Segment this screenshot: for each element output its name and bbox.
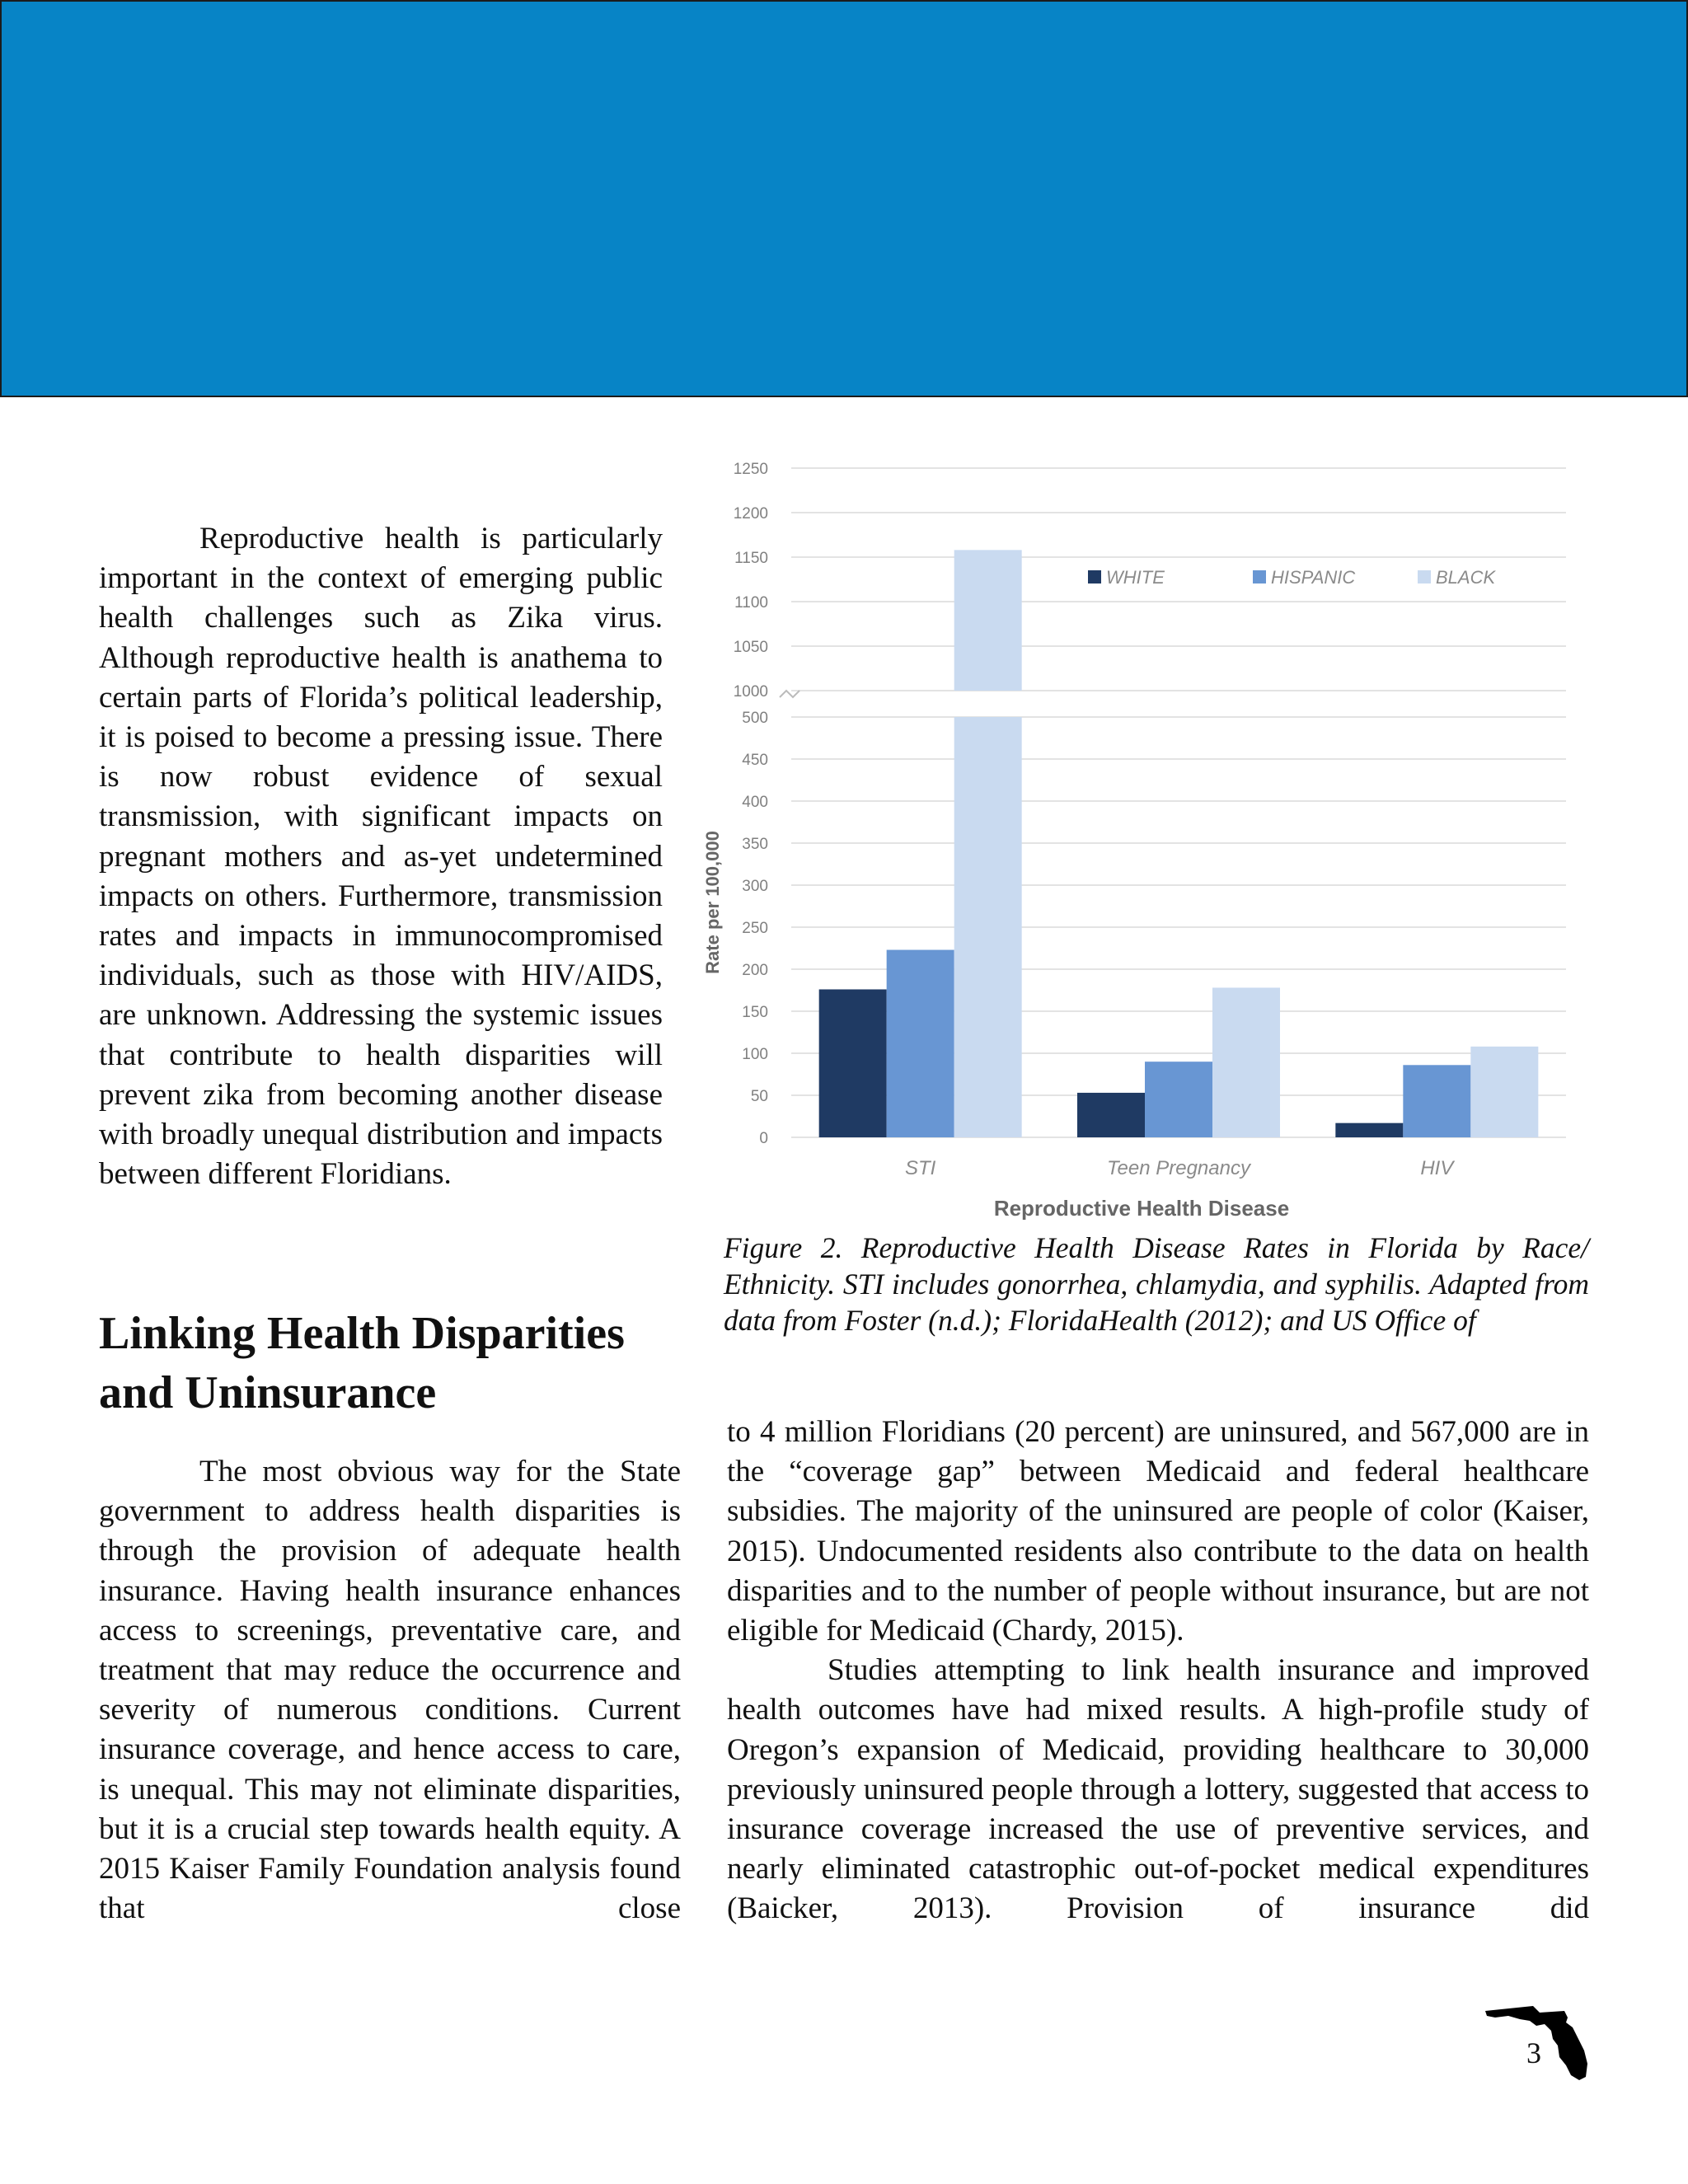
chart-x-axis-label: Reproductive Health Disease — [993, 1196, 1290, 1220]
bar-black — [1212, 987, 1280, 1137]
bar-white — [1335, 1123, 1403, 1137]
legend-swatch — [1253, 570, 1266, 583]
y-tick-label: 250 — [742, 920, 768, 937]
y-tick-label: 500 — [742, 710, 768, 727]
y-tick-label: 300 — [742, 878, 768, 895]
legend-label: WHITE — [1106, 567, 1165, 588]
y-tick-label: 1000 — [733, 683, 768, 701]
y-tick-label: 350 — [742, 836, 768, 853]
x-category-label: STI — [904, 1157, 936, 1179]
bar-black-upper — [954, 550, 1022, 691]
y-tick-label: 200 — [742, 962, 768, 979]
y-tick-label: 100 — [742, 1046, 768, 1063]
chart-y-axis-label: Rate per 100,000 — [702, 831, 723, 974]
section-heading: Linking Health Disparities and Uninsurance — [99, 1308, 625, 1418]
bar-hispanic — [1145, 1062, 1212, 1137]
page-number: 3 — [1526, 2036, 1541, 2069]
y-tick-label: 150 — [742, 1004, 768, 1021]
outcomes-paragraph: Studies attempting to link health insurance and improved health outcomes have had mixed results. A high-profile study of Oregon’s expansion of Medicaid, providing healthcare to 30,000 previously uninsured people through a lottery, suggested that access to insurance coverage increased the use of preventive services, and nearly eliminated catastrophic out-of-pocket medical expenditures (Baicker, 2013). Provision of insurance did — [727, 1653, 1589, 1926]
x-category-label: HIV — [1420, 1157, 1454, 1179]
legend-label: BLACK — [1436, 567, 1496, 588]
reproductive-health-chart — [692, 445, 1599, 1220]
y-tick-label: 400 — [742, 794, 768, 811]
left-column-bottom — [99, 1452, 681, 1929]
y-tick-label: 1250 — [733, 461, 768, 478]
bar-white — [819, 989, 887, 1137]
chart-legend — [1088, 567, 1496, 588]
legend-swatch — [1418, 570, 1431, 583]
y-tick-label: 1050 — [733, 639, 768, 656]
y-tick-label: 450 — [742, 752, 768, 769]
axis-break-marker — [780, 691, 799, 697]
header-band — [0, 0, 1688, 397]
bar-black — [1470, 1047, 1538, 1137]
legend-label: HISPANIC — [1271, 567, 1356, 588]
bar-black — [954, 717, 1022, 1137]
y-tick-label: 1100 — [734, 594, 768, 612]
figure-caption: Figure 2. Reproductive Health Disease Rates in Florida by Race/ Ethnicity. STI includes gonorrhea, chlamydia, and syphilis. Adapted from data from Foster (n.d.); FloridaHealth (2012); and US Office of — [724, 1231, 1589, 1337]
uninsured-paragraph: to 4 million Floridians (20 percent) are uninsured, and 567,000 are in the “coverage gap” between Medicaid and federal healthcare subsidies. The majority of the uninsured are people of color (Kaiser, 2015). Undocumented residents also contribute to the data on health disparities and to the number of people without insurance, but are not eligible for Medicaid (Chardy, 2015). — [727, 1415, 1589, 1648]
intro-paragraph: Reproductive health is particularly important in the context of emerging public health challenges such as Zika virus. Although reproductive health is anathema to certain parts of Florida’s political leadership, it is poised to become a pressing issue. There is now robust evidence of sexual transmission, with significant impacts on pregnant mothers and as-yet undetermined impacts on others. Furthermore, transmission rates and impacts in immunocompromised individuals, such as those with HIV/AIDS, are unknown. Addressing the systemic issues that contribute to health disparities will prevent zika from becoming another disease with broadly unequal distribution and impacts between different Floridians. — [99, 522, 663, 1192]
y-tick-label: 1150 — [734, 550, 768, 567]
left-column-top — [99, 519, 663, 1194]
y-tick-label: 50 — [750, 1088, 768, 1105]
bar-white — [1077, 1093, 1145, 1137]
legend-swatch — [1088, 570, 1101, 583]
right-column-bottom — [727, 1413, 1589, 1929]
y-tick-label: 0 — [759, 1130, 768, 1147]
x-category-label: Teen Pregnancy — [1107, 1157, 1250, 1179]
bar-hispanic — [1403, 1065, 1470, 1137]
y-tick-label: 1200 — [733, 505, 768, 523]
insurance-paragraph: The most obvious way for the State government to address health disparities is through the provision of adequate health insurance. Having health insurance enhances access to screenings, preventative care, and treatment that may reduce the occurrence and severity of numerous conditions. Current insurance coverage, and hence access to care, is unequal. This may not eliminate disparities, but it is a crucial step towards health equity. A 2015 Kaiser Family Foundation analysis found that close — [99, 1455, 681, 1926]
bar-hispanic — [887, 950, 954, 1137]
chart-y-ticks — [734, 461, 768, 1147]
chart-x-categories — [905, 1157, 1455, 1179]
